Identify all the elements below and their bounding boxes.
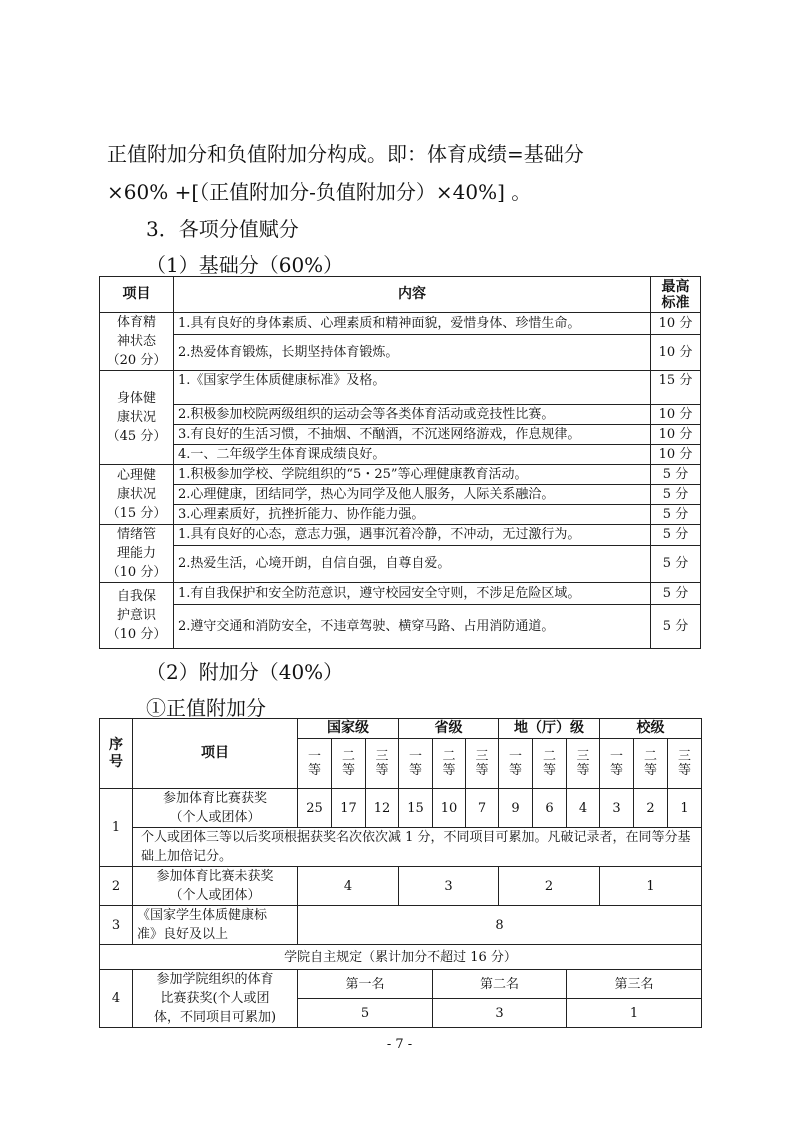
group-name: 体育精 神状态 （20 分） — [100, 313, 174, 371]
score-cell: 15 分 — [651, 371, 701, 405]
criteria-cell: 2.遵守交通和消防安全，不违章驾驶、横穿马路、占用消防通道。 — [174, 605, 651, 649]
score-value: 2 — [499, 867, 600, 906]
grade-header: 二 等 — [533, 739, 567, 789]
criteria-cell: 2.积极参加校院两级组织的运动会等各类体育活动或竞技性比赛。 — [174, 405, 651, 425]
bonus-score-table — [99, 718, 702, 1028]
score-value: 5 — [298, 999, 433, 1028]
grade-header: 三 等 — [567, 739, 600, 789]
criteria-cell: 1.《国家学生体质健康标准》及格。 — [174, 371, 651, 405]
grade-header: 三 等 — [668, 739, 702, 789]
criteria-cell: 2.热爱生活，心境开朗，自信自强，自尊自爱。 — [174, 545, 651, 582]
score-cell: 10 分 — [651, 425, 701, 445]
group-name: 身体健 康状况 （45 分） — [100, 371, 174, 465]
score-cell: 10 分 — [651, 445, 701, 465]
score-cell: 5 分 — [651, 583, 701, 605]
score-value: 12 — [366, 789, 399, 828]
score-cell: 10 分 — [651, 335, 701, 371]
score-value: 10 — [433, 789, 466, 828]
grade-header: 二 等 — [634, 739, 668, 789]
header-max: 最高 标准 — [651, 277, 701, 313]
group-name: 自我保 护意识 （10 分） — [100, 583, 174, 649]
page-number: - 7 - — [386, 1037, 413, 1052]
place-header: 第二名 — [433, 970, 567, 999]
criteria-cell: 2.心理健康，团结同学，热心为同学及他人服务，人际关系融洽。 — [174, 485, 651, 505]
score-value: 1 — [600, 867, 702, 906]
group-name: 情绪管 理能力 （10 分） — [100, 525, 174, 583]
row-seq: 2 — [100, 867, 133, 906]
score-value: 1 — [567, 999, 702, 1028]
header-item: 项目 — [133, 719, 298, 789]
row-item: 《国家学生体质健康标 准》良好及以上 — [133, 906, 298, 945]
criteria-cell: 1.积极参加学校、学院组织的“5・25”等心理健康教育活动。 — [174, 465, 651, 485]
row-note: 个人或团体三等以后奖项根据获奖名次依次减 1 分，不同项目可累加。凡破记录者，在同等分基础上加倍记分。 — [133, 828, 702, 867]
score-value: 9 — [499, 789, 533, 828]
grade-header: 二 等 — [433, 739, 466, 789]
subsection-heading: （2）附加分（40%） — [146, 660, 344, 684]
score-cell: 5 分 — [651, 605, 701, 649]
score-cell: 5 分 — [651, 545, 701, 582]
grade-header: 三 等 — [366, 739, 399, 789]
header-item: 项目 — [100, 277, 174, 313]
score-value: 6 — [533, 789, 567, 828]
level-national: 国家级 — [298, 719, 399, 739]
score-value: 4 — [567, 789, 600, 828]
score-cell: 10 分 — [651, 313, 701, 335]
header-seq: 序 号 — [100, 719, 133, 789]
subsection-heading: （1）基础分（60%） — [146, 253, 344, 277]
row-seq: 3 — [100, 906, 133, 945]
criteria-cell: 2.热爱体育锻炼，长期坚持体育锻炼。 — [174, 335, 651, 371]
subsection-heading: ①正值附加分 — [146, 696, 266, 720]
score-value: 1 — [668, 789, 702, 828]
score-cell: 10 分 — [651, 405, 701, 425]
criteria-cell: 3.心理素质好，抗挫折能力、协作能力强。 — [174, 505, 651, 525]
row-item: 参加体育比赛未获奖 （个人或团体） — [133, 867, 298, 906]
score-value: 7 — [466, 789, 499, 828]
score-value: 3 — [433, 999, 567, 1028]
header-content: 内容 — [174, 277, 651, 313]
criteria-cell: 4.一、二年级学生体育课成绩良好。 — [174, 445, 651, 465]
place-header: 第一名 — [298, 970, 433, 999]
base-score-table — [99, 276, 701, 649]
grade-header: 一 等 — [399, 739, 433, 789]
level-prefecture: 地（厅）级 — [499, 719, 600, 739]
grade-header: 一 等 — [499, 739, 533, 789]
paragraph-line: ×60% +[（正值附加分-负值附加分）×40%] 。 — [107, 180, 532, 204]
criteria-cell: 1.具有良好的身体素质、心理素质和精神面貌，爱惜身体、珍惜生命。 — [174, 313, 651, 335]
row-item: 参加体育比赛获奖 （个人或团体） — [133, 789, 298, 828]
criteria-cell: 1.具有良好的心态，意志力强，遇事沉着冷静，不冲动，无过激行为。 — [174, 525, 651, 546]
criteria-cell: 3.有良好的生活习惯，不抽烟、不酗酒，不沉迷网络游戏，作息规律。 — [174, 425, 651, 445]
grade-header: 三 等 — [466, 739, 499, 789]
score-value: 25 — [298, 789, 332, 828]
score-value: 15 — [399, 789, 433, 828]
level-provincial: 省级 — [399, 719, 499, 739]
row-seq: 1 — [100, 789, 133, 867]
row-item: 参加学院组织的体育 比赛获奖(个人或团 体，不同项目可累加) — [133, 970, 298, 1028]
group-name: 心理健 康状况 （15 分） — [100, 465, 174, 525]
score-value: 8 — [298, 906, 702, 945]
paragraph-line: 正值附加分和负值附加分构成。即：体育成绩=基础分 — [107, 142, 584, 166]
score-value: 2 — [634, 789, 668, 828]
level-school: 校级 — [600, 719, 702, 739]
score-value: 3 — [600, 789, 634, 828]
grade-header: 二 等 — [332, 739, 366, 789]
place-header: 第三名 — [567, 970, 702, 999]
grade-header: 一 等 — [600, 739, 634, 789]
score-value: 3 — [399, 867, 499, 906]
score-cell: 5 分 — [651, 465, 701, 485]
row-seq: 4 — [100, 970, 133, 1028]
score-value: 17 — [332, 789, 366, 828]
score-cell: 5 分 — [651, 525, 701, 546]
score-value: 4 — [298, 867, 399, 906]
criteria-cell: 1.有自我保护和安全防范意识，遵守校园安全守则，不涉足危险区域。 — [174, 583, 651, 605]
section-heading: 3．各项分值赋分 — [146, 217, 299, 241]
grade-header: 一 等 — [298, 739, 332, 789]
college-rule: 学院自主规定（累计加分不超过 16 分） — [100, 945, 702, 970]
score-cell: 5 分 — [651, 485, 701, 505]
score-cell: 5 分 — [651, 505, 701, 525]
